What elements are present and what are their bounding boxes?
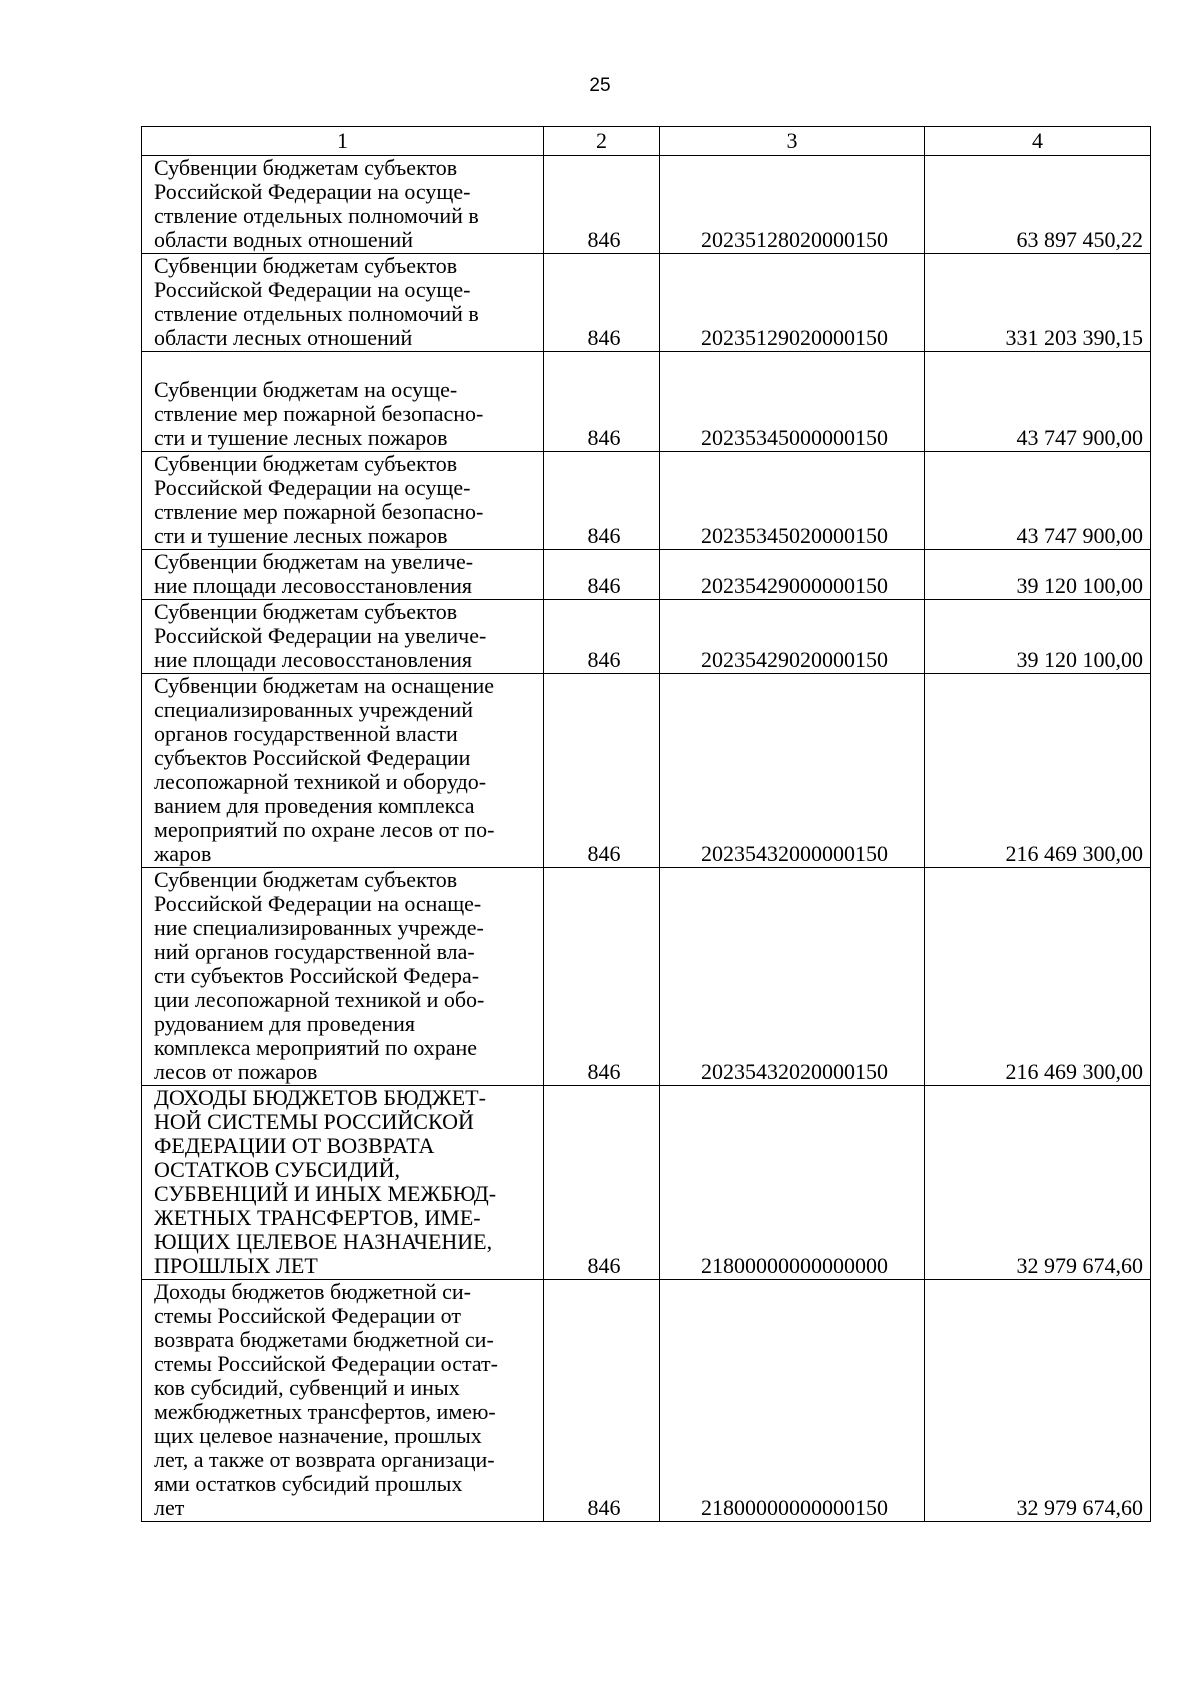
classification-code: 21800000000000000	[660, 1086, 925, 1280]
classification-code: 20235432000000150	[660, 674, 925, 868]
classification-code: 20235429000000150	[660, 550, 925, 600]
page-number: 25	[589, 75, 611, 96]
table-row	[142, 868, 1151, 1086]
classification-code: 20235432020000150	[660, 868, 925, 1086]
amount: 32 979 674,60	[925, 1086, 1151, 1280]
classification-code: 20235129020000150	[660, 254, 925, 352]
classification-code: 20235429020000150	[660, 600, 925, 674]
table-row	[142, 254, 1151, 352]
income-name: Субвенции бюджетам на осуще- ствление мер пожарной безопасно- сти и тушение лесных пожаров	[142, 352, 544, 452]
amount: 216 469 300,00	[925, 868, 1151, 1086]
income-name: Субвенции бюджетам субъектов Российской Федерации на осуще- ствление отдельных полномочий в области лесных отношений	[142, 254, 544, 352]
administrator-code: 846	[544, 550, 660, 600]
administrator-code: 846	[544, 1086, 660, 1280]
classification-code: 21800000000000150	[660, 1280, 925, 1522]
amount: 39 120 100,00	[925, 600, 1151, 674]
administrator-code: 846	[544, 674, 660, 868]
amount: 331 203 390,15	[925, 254, 1151, 352]
income-name: Субвенции бюджетам субъектов Российской Федерации на оснаще- ние специализированных учрежде- ний органов государственной вла- сти субъектов Российской Федера- ции лесопожарной техникой и обо- рудованием для проведения комплекса мероприятий по охране лесов от пожаров	[142, 868, 544, 1086]
amount: 43 747 900,00	[925, 352, 1151, 452]
table-row	[142, 600, 1151, 674]
income-name: Субвенции бюджетам субъектов Российской Федерации на осуще- ствление мер пожарной безопасно- сти и тушение лесных пожаров	[142, 452, 544, 550]
classification-code: 20235128020000150	[660, 156, 925, 254]
table-row	[142, 1280, 1151, 1522]
table-row	[142, 550, 1151, 600]
amount: 43 747 900,00	[925, 452, 1151, 550]
table-row	[142, 674, 1151, 868]
header-row	[142, 127, 1151, 156]
income-name: Субвенции бюджетам на оснащение специализированных учреждений органов государственной власти субъектов Российской Федерации лесопожарной техникой и оборудо- ванием для проведения комплекса мероприятий по охране лесов от по- жаров	[142, 674, 544, 868]
table-row	[142, 156, 1151, 254]
table-row	[142, 1086, 1151, 1280]
income-name: Доходы бюджетов бюджетной си- стемы Российской Федерации от возврата бюджетами бюджетной си- стемы Российской Федерации остат- ков субсидий, субвенций и иных межбюджетных трансфертов, имею- щих целевое назначение, прошлых лет, а также от возврата организаци- ями остатков субсидий прошлых лет	[142, 1280, 544, 1522]
column-header-2: 2	[544, 127, 660, 156]
income-name: ДОХОДЫ БЮДЖЕТОВ БЮДЖЕТ- НОЙ СИСТЕМЫ РОССИЙСКОЙ ФЕДЕРАЦИИ ОТ ВОЗВРАТА ОСТАТКОВ СУБСИДИЙ, СУБВЕНЦИЙ И ИНЫХ МЕЖБЮД- ЖЕТНЫХ ТРАНСФЕРТОВ, ИМЕ- ЮЩИХ ЦЕЛЕВОЕ НАЗНАЧЕНИЕ, ПРОШЛЫХ ЛЕТ	[142, 1086, 544, 1280]
administrator-code: 846	[544, 254, 660, 352]
classification-code: 20235345000000150	[660, 352, 925, 452]
table-row	[142, 352, 1151, 452]
amount: 39 120 100,00	[925, 550, 1151, 600]
table-row	[142, 452, 1151, 550]
column-header-3: 3	[660, 127, 925, 156]
amount: 63 897 450,22	[925, 156, 1151, 254]
column-header-4: 4	[925, 127, 1151, 156]
administrator-code: 846	[544, 452, 660, 550]
income-name: Субвенции бюджетам субъектов Российской Федерации на осуще- ствление отдельных полномочий в области водных отношений	[142, 156, 544, 254]
revenue-table	[141, 126, 1151, 1522]
classification-code: 20235345020000150	[660, 452, 925, 550]
administrator-code: 846	[544, 868, 660, 1086]
income-name: Субвенции бюджетам на увеличе- ние площади лесовосстановления	[142, 550, 544, 600]
income-name: Субвенции бюджетам субъектов Российской Федерации на увеличе- ние площади лесовосстановления	[142, 600, 544, 674]
column-header-1: 1	[142, 127, 544, 156]
administrator-code: 846	[544, 600, 660, 674]
amount: 216 469 300,00	[925, 674, 1151, 868]
amount: 32 979 674,60	[925, 1280, 1151, 1522]
administrator-code: 846	[544, 352, 660, 452]
administrator-code: 846	[544, 1280, 660, 1522]
administrator-code: 846	[544, 156, 660, 254]
